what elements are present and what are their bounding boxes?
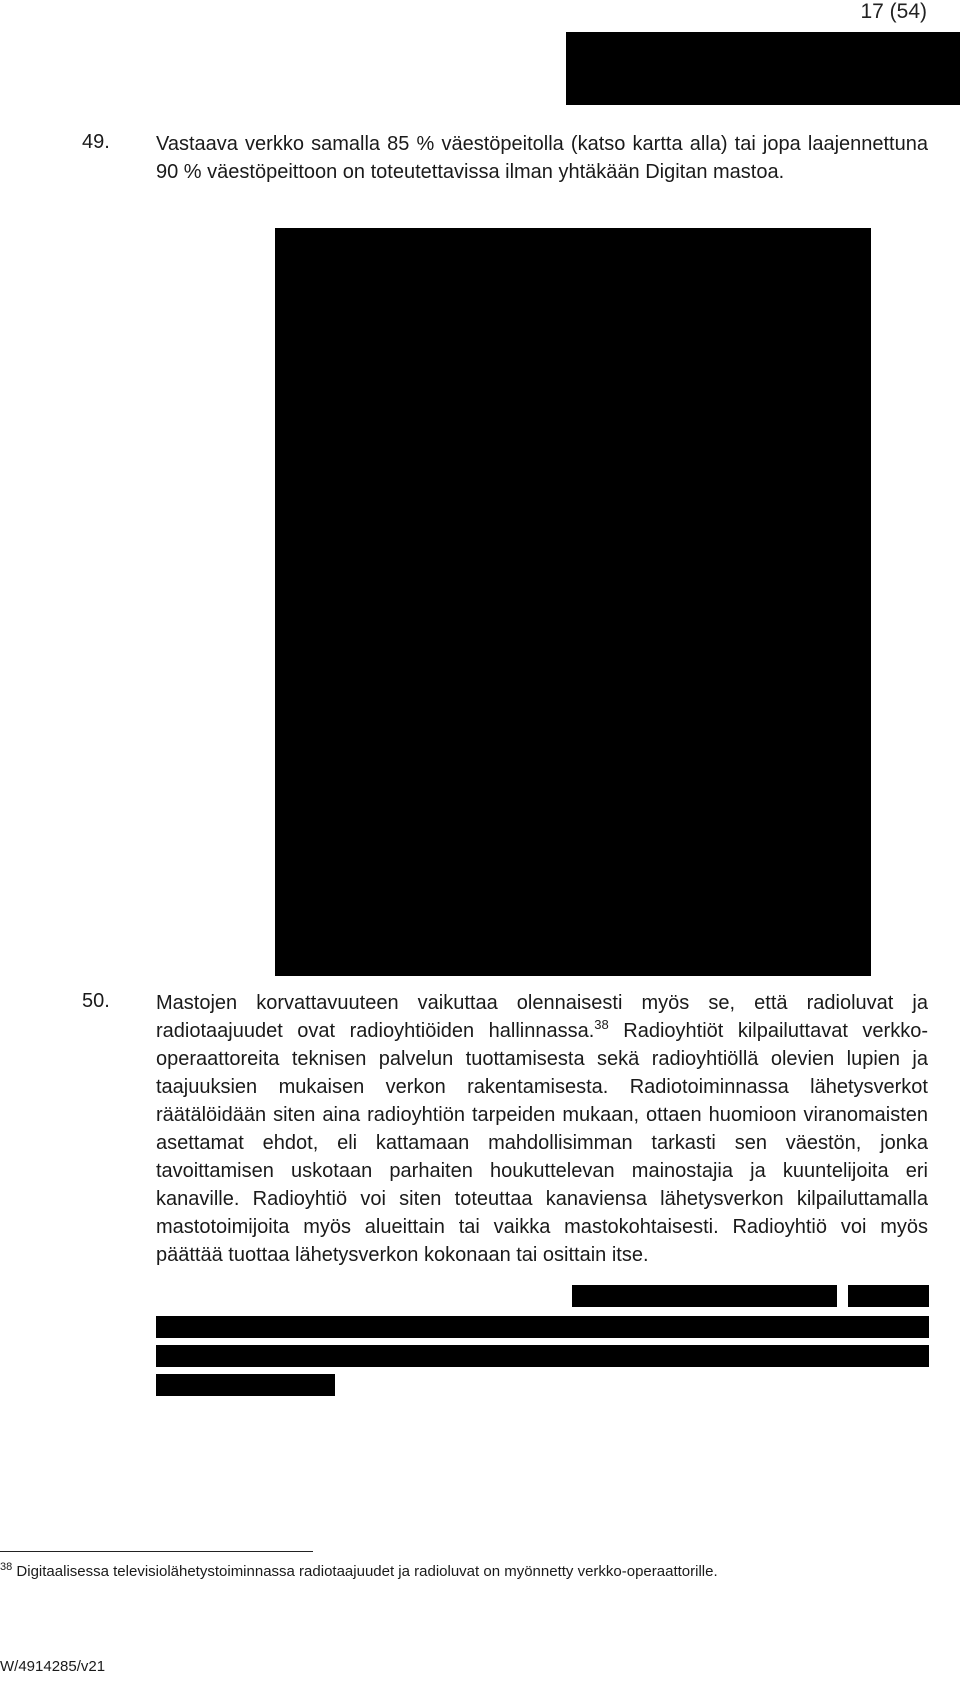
redaction-header-block [566, 32, 960, 105]
paragraph-50-text-part2: Radioyhtiöt kilpailuttavat verkko-operaattoreita teknisen palvelun tuottamisesta sekä radioyhtiöllä olevien lupien ja taajuuksien mukaisen verkon rakentamisesta. Radiotoiminnassa lähetysverkot räätälöidään siten aina radioyhtiön tarpeiden mukaan, ottaen huomioon viranomaisten asettamat ehdot, eli kattamaan mahdollisimman tarkasti sen väestön, jonka tavoittamisen uskotaan parhaiten houkuttelevan mainostajia ja kuuntelijoita eri kanaville. Radioyhtiö voi siten toteuttaa kanaviensa lähetysverkon kilpailuttamalla mastotoimijoita myös alueittain tai vaikka mastokohtaisesti. Radioyhtiö voi myös päättää tuottaa lähetysverkon kokonaan tai osittain itse. [156, 1020, 928, 1266]
paragraph-50-number: 50. [82, 990, 110, 1012]
footnote-ref-38[interactable]: 38 [594, 1017, 609, 1032]
paragraph-49-number: 49. [82, 131, 110, 153]
footnote-38 [0, 1563, 718, 1580]
redaction-line-4 [156, 1374, 335, 1396]
footnote-marker: 38 [0, 1561, 13, 1573]
redaction-line-3 [156, 1345, 929, 1367]
footnote-divider [0, 1551, 313, 1552]
page-number: 17 (54) [860, 0, 927, 23]
paragraph-49-text: Vastaava verkko samalla 85 % väestöpeitolla (katso kartta alla) tai jopa laajennettuna 90 % väestöpeittoon on toteutettavissa ilman yhtäkään Digitan mastoa. [156, 133, 928, 183]
redaction-line-1b [848, 1285, 929, 1307]
paragraph-50-text [156, 989, 928, 1269]
document-reference: W/4914285/v21 [0, 1658, 106, 1675]
redaction-line-2 [156, 1316, 929, 1338]
redaction-line-1a [572, 1285, 837, 1307]
redacted-map-figure [275, 228, 871, 976]
footnote-text: Digitaalisessa televisiolähetystoiminnassa radiotaajuudet ja radioluvat on myönnetty verkko-operaattorille. [16, 1563, 718, 1580]
paragraph-50-text-part1: Mastojen korvattavuuteen vaikuttaa olennaisesti myös se, että radioluvat ja radiotaajuudet ovat radioyhtiöiden hallinnassa. [156, 992, 928, 1042]
